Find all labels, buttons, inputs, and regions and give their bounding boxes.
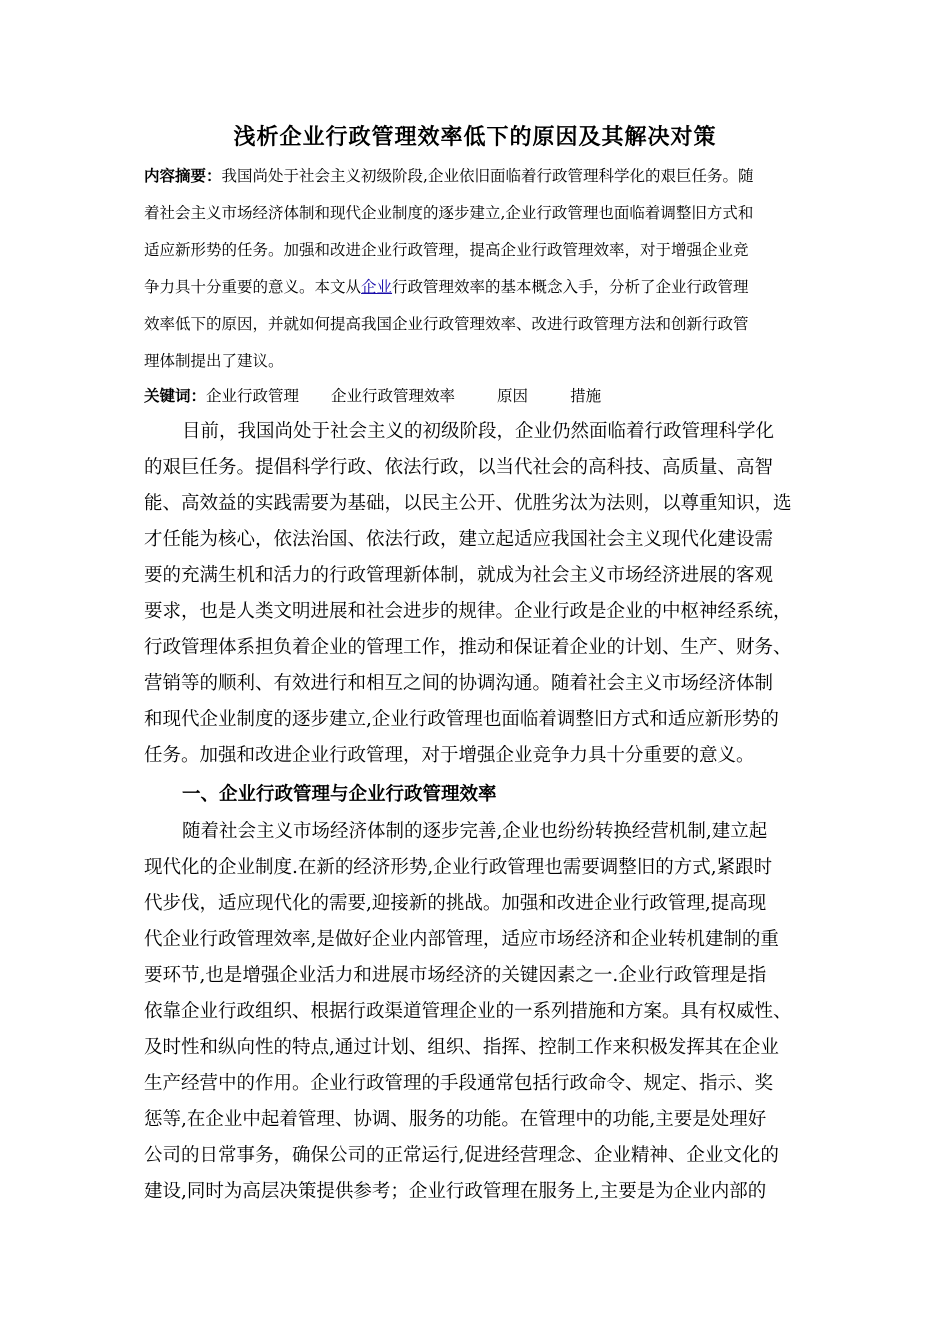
para2-line: 要环节,也是增强企业活力和进展市场经济的关键因素之一.企业行政管理是指 — [144, 965, 767, 986]
keyword-item: 原因 — [497, 387, 529, 405]
section-heading: 一、企业行政管理与企业行政管理效率 — [182, 784, 497, 805]
para2-line: 代步伐，适应现代化的需要,迎接新的挑战。加强和改进企业行政管理,提高现 — [144, 893, 767, 914]
para1-line: 营销等的顺利、有效进行和相互之间的协调沟通。随着社会主义市场经济体制 — [144, 673, 774, 694]
para2-line: 随着社会主义市场经济体制的逐步完善,企业也纷纷转换经营机制,建立起 — [182, 821, 768, 842]
abstract-text-4: 争力具十分重要的意义。 — [144, 278, 315, 296]
keywords-line — [144, 384, 601, 406]
para1-line: 和现代企业制度的逐步建立,企业行政管理也面临着调整旧方式和适应新形势的 — [144, 709, 779, 730]
abstract-text-1: 我国尚处于社会主义初级阶段,企业依旧面临着行政管理科学化的艰巨任务。随 — [221, 167, 754, 185]
para2-line: 现代化的企业制度.在新的经济形势,企业行政管理也需要调整旧的方式,紧跟时 — [144, 857, 773, 878]
document-title: 浅析企业行政管理效率低下的原因及其解决对策 — [233, 124, 717, 150]
abstract-label: 内容摘要： — [144, 166, 222, 185]
abstract-line-6: 效率低下的原因，并就如何提高我国企业行政管理效率、改进行政管理方法和创新行政管 — [144, 315, 749, 333]
para1-line: 能、高效益的实践需要为基础，以民主公开、优胜劣汰为法则，以尊重知识，选 — [144, 493, 792, 514]
para2-line: 公司的日常事务，确保公司的正常运行,促进经营理念、企业精神、企业文化的 — [144, 1145, 779, 1166]
abstract-line-2: 着社会主义市场经济体制和现代企业制度的逐步建立,企业行政管理也面临着调整旧方式和 — [144, 204, 754, 222]
para2-line: 代企业行政管理效率,是做好企业内部管理，适应市场经济和企业转机建制的重 — [144, 929, 779, 950]
para1-line: 才任能为核心，依法治国、依法行政，建立起适应我国社会主义现代化建设需 — [144, 529, 774, 550]
abstract-text-5-pre: 本文从 — [314, 278, 362, 296]
para1-line: 的艰巨任务。提倡科学行政、依法行政，以当代社会的高科技、高质量、高智 — [144, 457, 774, 478]
abstract-line-3: 适应新形势的任务。加强和改进企业行政管理，提高企业行政管理效率，对于增强企业竞 — [144, 241, 749, 259]
para1-line: 目前，我国尚处于社会主义的初级阶段，企业仍然面临着行政管理科学化 — [182, 421, 775, 442]
abstract-line-4 — [144, 275, 749, 297]
abstract-line-7: 理体制提出了建议。 — [144, 352, 284, 370]
abstract-line-1 — [144, 164, 753, 186]
para1-line: 行政管理体系担负着企业的管理工作，推动和保证着企业的计划、生产、财务、 — [144, 637, 792, 658]
para2-line: 生产经营中的作用。企业行政管理的手段通常包括行政命令、规定、指示、奖 — [144, 1073, 774, 1094]
keyword-item: 企业行政管理 — [206, 387, 300, 405]
para1-line: 要的充满生机和活力的行政管理新体制，就成为社会主义市场经济进展的客观 — [144, 565, 774, 586]
para2-line: 及时性和纵向性的特点,通过计划、组织、指挥、控制工作来积极发挥其在企业 — [144, 1037, 779, 1058]
para2-line: 依靠企业行政组织、根据行政渠道管理企业的一系列措施和方案。具有权威性、 — [144, 1001, 792, 1022]
para1-line: 任务。加强和改进企业行政管理，对于增强企业竞争力具十分重要的意义。 — [144, 745, 755, 766]
keywords-label: 关键词： — [144, 386, 207, 405]
para2-line: 惩等,在企业中起着管理、协调、服务的功能。在管理中的功能,主要是处理好 — [144, 1109, 767, 1130]
keyword-item: 措施 — [570, 387, 602, 405]
enterprise-link[interactable]: 企业 — [361, 278, 393, 296]
para2-line: 建设,同时为高层决策提供参考；企业行政管理在服务上,主要是为企业内部的 — [144, 1181, 767, 1202]
abstract-text-5-post: 行政管理效率的基本概念入手，分析了企业行政管理 — [392, 278, 749, 296]
para1-line: 要求，也是人类文明进展和社会进步的规律。企业行政是企业的中枢神经系统， — [144, 601, 792, 622]
keyword-item: 企业行政管理效率 — [331, 387, 456, 405]
